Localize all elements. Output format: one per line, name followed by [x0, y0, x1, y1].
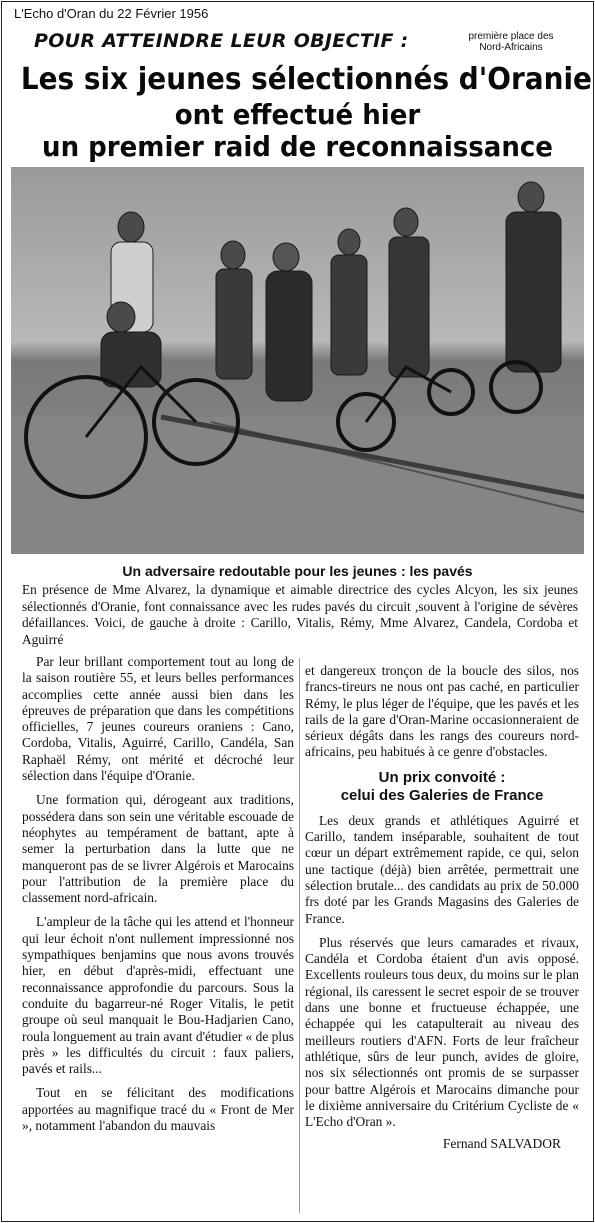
news-photo — [11, 167, 584, 554]
kicker-side-line: Nord-Africains — [479, 42, 543, 53]
article-column-right — [305, 663, 579, 1153]
paragraph: Tout en se félicitant des modifications apportées au magnifique tracé du « Front de Mer », notamment l'abandon du mauvais — [22, 1085, 294, 1134]
column-divider — [299, 658, 300, 1213]
kicker-side — [446, 31, 576, 53]
paragraph: L'ampleur de la tâche qui les attend et l'honneur qui leur échoit n'ont nullement impressionné nos sympathiques benjamins que nous avons trouvés hier, en début d'après-midi, effectuant une reconnaissance approfondie du parcours. Sous la conduite du bagarreur-né Roger Vitalis, le petit groupe où seul manquait le Bou-Hadjarien Cano, roula longuement au train avant d'étudier « de plus près » les difficultés du circuit : faux paliers, pavés et rails... — [22, 914, 294, 1077]
paragraph: Les deux grands et athlétiques Aguirré et Carillo, tandem inséparable, souhaitent de tout cœur un départ extrêmement rapide, ce qui, selon une tactique (déjà) bien arrêtée, permettrait une sélection brutale... des candidats au prix de 50.000 frs doté par les Grands Magasins des Galeries de France. — [305, 812, 579, 926]
photo-caption-title: Un adversaire redoutable pour les jeunes : les pavés — [122, 563, 473, 579]
headline-line-1: Les six jeunes sélectionnés d'Oranie — [20, 62, 592, 97]
headline-line-3: un premier raid de reconnaissance — [42, 130, 553, 163]
paragraph: Une formation qui, dérogeant aux traditions, possédera dans son sein une véritable escouade de néophytes au tempérament de battant, apte à semer la perturbation dans la lutte que ne manqueront pas de se livrer Algérois et Marocains pour l'attribution de la première place du classement nord-africain. — [22, 792, 294, 906]
author-signature: Fernand SALVADOR — [442, 1136, 561, 1152]
subheading-line-1: Un prix convoité : — [378, 768, 506, 786]
source-line: L'Echo d'Oran du 22 Février 1956 — [14, 6, 209, 21]
paragraph: Plus réservés que leurs camarades et rivaux, Candéla et Cordoba étaient d'un avis opposé. Excellents rouleurs tous deux, du moins sur le plan régional, ils caressent le secret espoir de se trouver dans une bonne et fructueuse échappée, une échappée qui les catapulterait au niveau des meilleurs routiers d'AFN. Forts de leur fraîcheur athlétique, sûrs de leur punch, avides de gloire, nos six sélectionnés ont promis de se surpasser pour battre Algérois et Marocains dimanche pour le dixième anniversaire du Critérium Cycliste de « L'Echo d'Oran ». — [305, 934, 579, 1130]
subheading-line-2: celui des Galeries de France — [340, 786, 544, 804]
cyclists-photo-illustration — [11, 167, 584, 554]
headline-line-2: ont effectué hier — [174, 98, 421, 131]
subheading — [305, 769, 579, 805]
article-column-left — [22, 654, 294, 1142]
kicker-side-line: première place des — [468, 31, 554, 42]
kicker: POUR ATTEINDRE LEUR OBJECTIF : — [34, 30, 409, 52]
paragraph-continued: et dangereux tronçon de la boucle des silos, nos francs-tireurs ne nous ont pas caché, en particulier Rémy, le plus léger de l'équipe, que les pavés et les rails de la gare d'Oran-Marine occasionneraient de sérieux dégâts dans les rangs des coureurs nord-africains, peu habitués à ce genre d'obstacles. — [305, 663, 579, 760]
photo-caption: En présence de Mme Alvarez, la dynamique et aimable directrice des cycles Alcyon, les six jeunes sélectionnés d'Oranie, font connaissance avec les rudes pavés du circuit ,souvent à l'origine de sévères défaillances. Voici, de gauche à droite : Carillo, Vitalis, Rémy, Mme Alvarez, Candela, Cordoba et Aguirré — [22, 582, 578, 647]
paragraph: Par leur brillant comportement tout au long de la saison routière 55, et leurs belles performances accomplies cette année aussi bien dans les épreuves de préparation que dans les compétitions officielles, 7 jeunes coureurs oraniens : Cano, Cordoba, Vitalis, Aguirré, Carillo, Candéla, San Raphaël Rémy, ont mérité et décroché leur sélection dans l'équipe d'Oranie. — [22, 654, 294, 784]
